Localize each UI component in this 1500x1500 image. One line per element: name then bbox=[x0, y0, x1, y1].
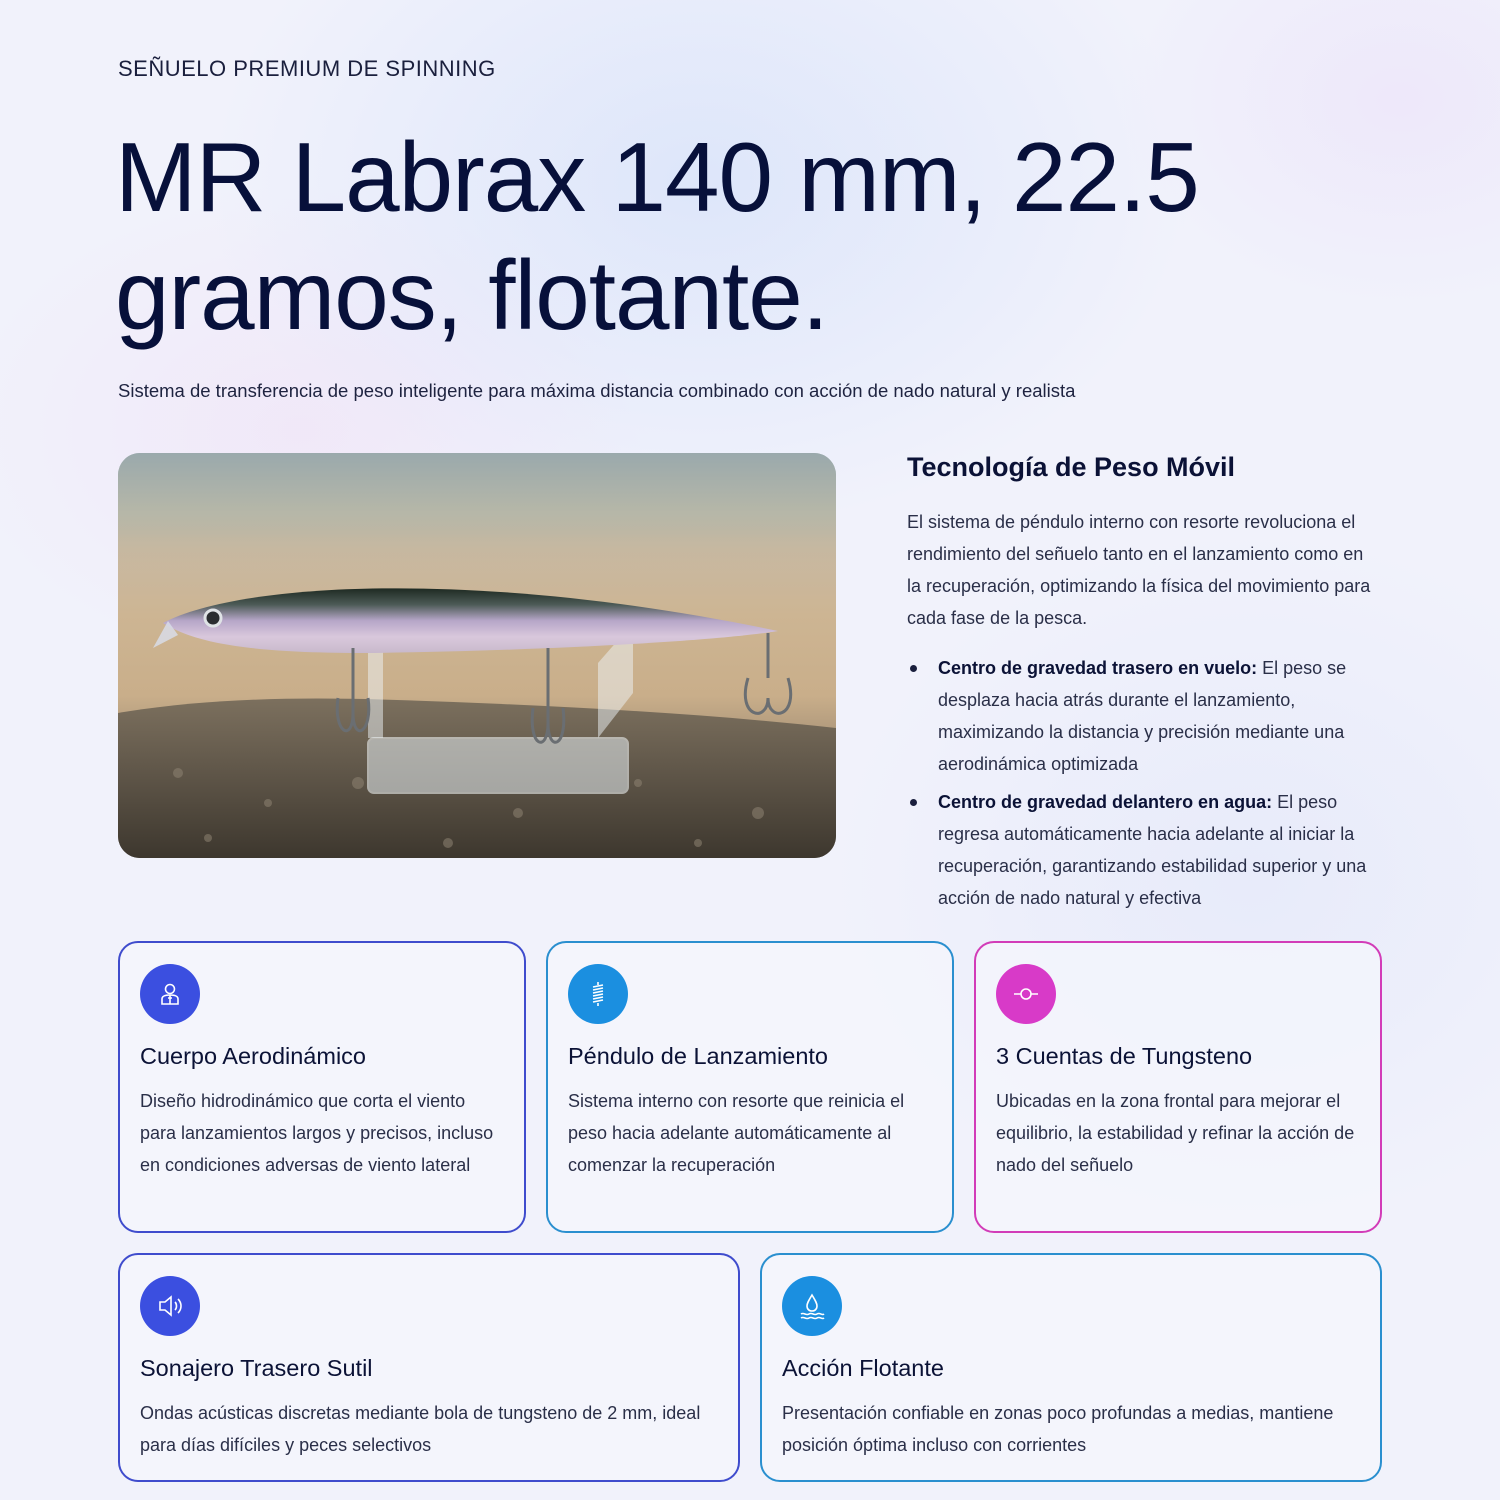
feature-title: Péndulo de Lanzamiento bbox=[568, 1043, 829, 1069]
technology-title: Tecnología de Peso Móvil bbox=[907, 452, 1236, 482]
technology-points bbox=[907, 652, 1385, 920]
spring-icon bbox=[568, 964, 628, 1024]
list-item bbox=[907, 652, 1385, 780]
feature-card-rattle bbox=[118, 1253, 740, 1482]
feature-description: Diseño hidrodinámico que corta el viento para lanzamientos largos y precisos, incluso en condiciones adversas de viento lateral bbox=[140, 1091, 494, 1175]
feature-description: Ubicadas en la zona frontal para mejorar el equilibrio, la estabilidad y refinar la acción de nado del señuelo bbox=[996, 1091, 1355, 1175]
beads-icon bbox=[996, 964, 1056, 1024]
feature-description: Ondas acústicas discretas mediante bola de tungsteno de 2 mm, ideal para días difíciles y peces selectivos bbox=[140, 1403, 701, 1455]
point-text: El peso regresa automáticamente hacia adelante al iniciar la recuperación, garantizando estabilidad superior y una acción de nado natural y efectiva bbox=[938, 792, 1367, 908]
product-photo bbox=[118, 453, 836, 858]
point-text: El peso se desplaza hacia atrás durante el lanzamiento, maximizando la distancia y precisión mediante una aerodinámica optimizada bbox=[938, 658, 1347, 774]
list-item bbox=[907, 786, 1385, 914]
feature-card-tungsten-beads bbox=[974, 941, 1382, 1233]
feature-card-casting-pendulum bbox=[546, 941, 954, 1233]
feature-title: Acción Flotante bbox=[782, 1355, 944, 1381]
water-drop-icon bbox=[782, 1276, 842, 1336]
feature-title: Cuerpo Aerodinámico bbox=[140, 1043, 366, 1069]
technology-description: El sistema de péndulo interno con resorte revoluciona el rendimiento del señuelo tanto en el lanzamiento como en la recuperación, optimizando la física del movimiento para cada fase de la pesca. bbox=[907, 512, 1371, 628]
point-label: Centro de gravedad delantero en agua: bbox=[938, 792, 1273, 812]
eyebrow-label: SEÑUELO PREMIUM DE SPINNING bbox=[118, 56, 496, 81]
page-subtitle: Sistema de transferencia de peso inteligente para máxima distancia combinado con acción de nado natural y realista bbox=[118, 380, 1076, 401]
feature-card-floating-action bbox=[760, 1253, 1382, 1482]
feature-card-aerodynamic-body bbox=[118, 941, 526, 1233]
speaker-icon bbox=[140, 1276, 200, 1336]
feature-title: 3 Cuentas de Tungsteno bbox=[996, 1043, 1253, 1069]
point-label: Centro de gravedad trasero en vuelo: bbox=[938, 658, 1258, 678]
feature-title: Sonajero Trasero Sutil bbox=[140, 1355, 373, 1381]
page-title: MR Labrax 140 mm, 22.5 gramos, flotante. bbox=[115, 122, 1199, 350]
person-icon bbox=[140, 964, 200, 1024]
feature-description: Sistema interno con resorte que reinicia el peso hacia adelante automáticamente al comenzar la recuperación bbox=[568, 1091, 905, 1175]
feature-description: Presentación confiable en zonas poco profundas a medias, mantiene posición óptima incluso con corrientes bbox=[782, 1403, 1334, 1455]
